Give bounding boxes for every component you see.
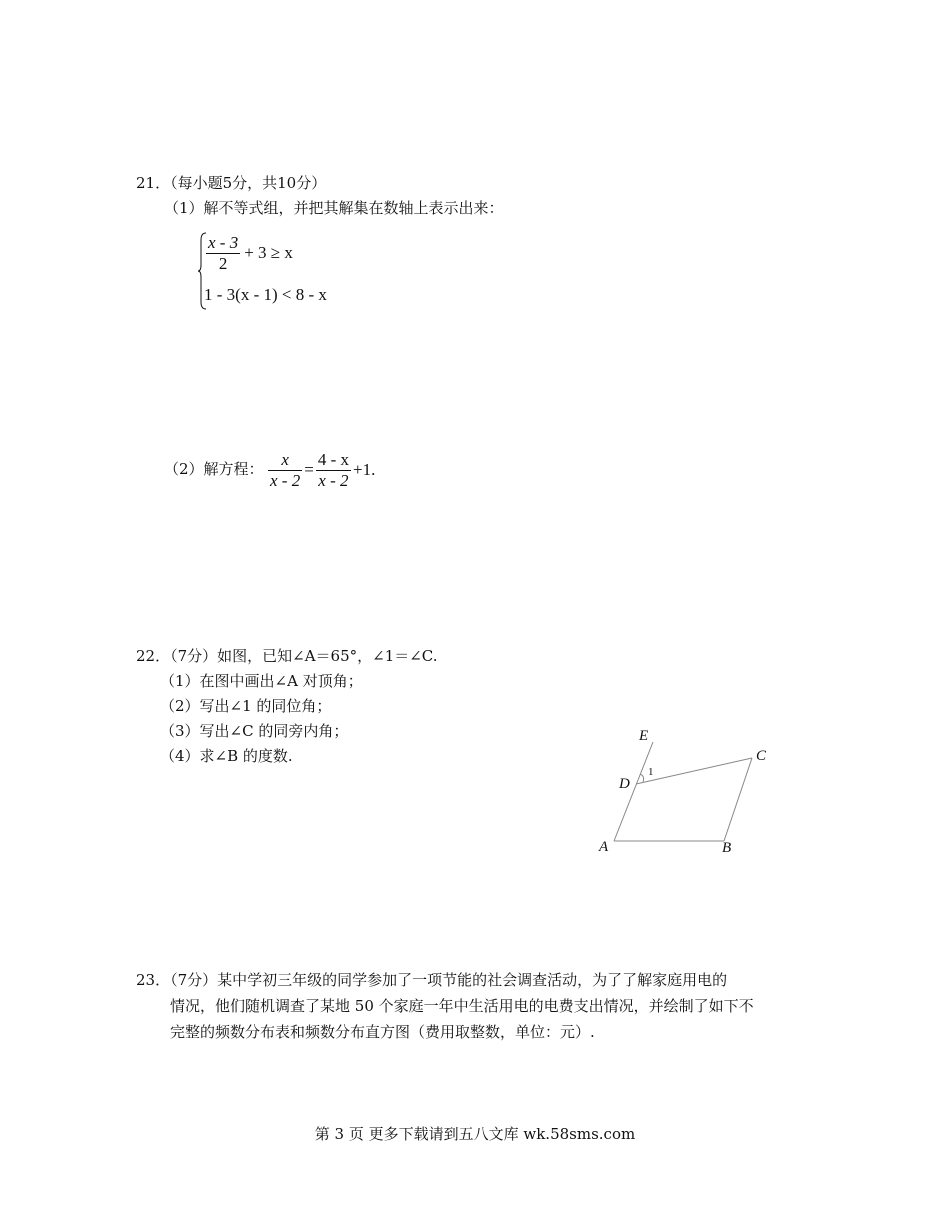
- ineq1-fraction: [206, 233, 240, 274]
- page-footer: 第 3 页 更多下载请到五八文库 wk.58sms.com: [314, 1125, 636, 1143]
- q21-equation: [268, 446, 375, 494]
- angle-1-arc: [640, 774, 644, 782]
- q21-part2-label: （2）解方程：: [164, 460, 264, 478]
- ineq2: 1 - 3(x - 1) < 8 - x: [204, 285, 327, 304]
- line-cb: [724, 758, 752, 841]
- q22-item-2: （2）写出∠1 的同位角；: [160, 697, 332, 715]
- q22-item-4: （4）求∠B 的度数.: [160, 747, 293, 765]
- q22-item-1: （1）在图中画出∠A 对顶角；: [160, 672, 363, 690]
- lhs-denominator: x - 2: [270, 470, 301, 490]
- label-angle-1: 1: [648, 766, 654, 778]
- label-b: B: [722, 840, 732, 856]
- q23-line-1: 23．（7分）某中学初三年级的同学参加了一项节能的社会调查活动，为了了解家庭用电的: [136, 971, 728, 989]
- q21-header: 21．（每小题5分，共10分）: [136, 174, 327, 192]
- label-e: E: [639, 728, 649, 744]
- ineq1-rest: + 3 ≥ x: [244, 243, 293, 262]
- equals-sign: =: [304, 460, 314, 479]
- q22-header: 22．（7分）如图，已知∠A＝65°，∠1＝∠C.: [136, 647, 438, 665]
- q21-part1: （1）解不等式组，并把其解集在数轴上表示出来：: [164, 199, 504, 217]
- q21-inequality-system: [198, 230, 398, 310]
- q23-line-2: 情况，他们随机调查了某地 50 个家庭一年中生活用电的电费支出情况，并绘制了如下不: [170, 997, 754, 1015]
- q22-item-3: （3）写出∠C 的同旁内角；: [160, 722, 349, 740]
- geometry-figure: [590, 720, 790, 860]
- rhs-denominator: x - 2: [316, 470, 351, 491]
- rhs-rest: +1.: [352, 460, 376, 479]
- rhs-fraction: [316, 450, 351, 491]
- ineq1-denominator: 2: [206, 253, 240, 274]
- label-a: A: [599, 839, 609, 855]
- q23-line-3: 完整的频数分布表和频数分布直方图（费用取整数，单位：元）.: [170, 1023, 595, 1041]
- lhs-numerator: x: [281, 449, 289, 469]
- rhs-numerator: 4 - x: [317, 449, 349, 469]
- ineq1-numerator: x - 3: [208, 232, 239, 252]
- lhs-fraction: [268, 450, 302, 491]
- label-d: D: [619, 776, 630, 792]
- label-c: C: [756, 748, 767, 764]
